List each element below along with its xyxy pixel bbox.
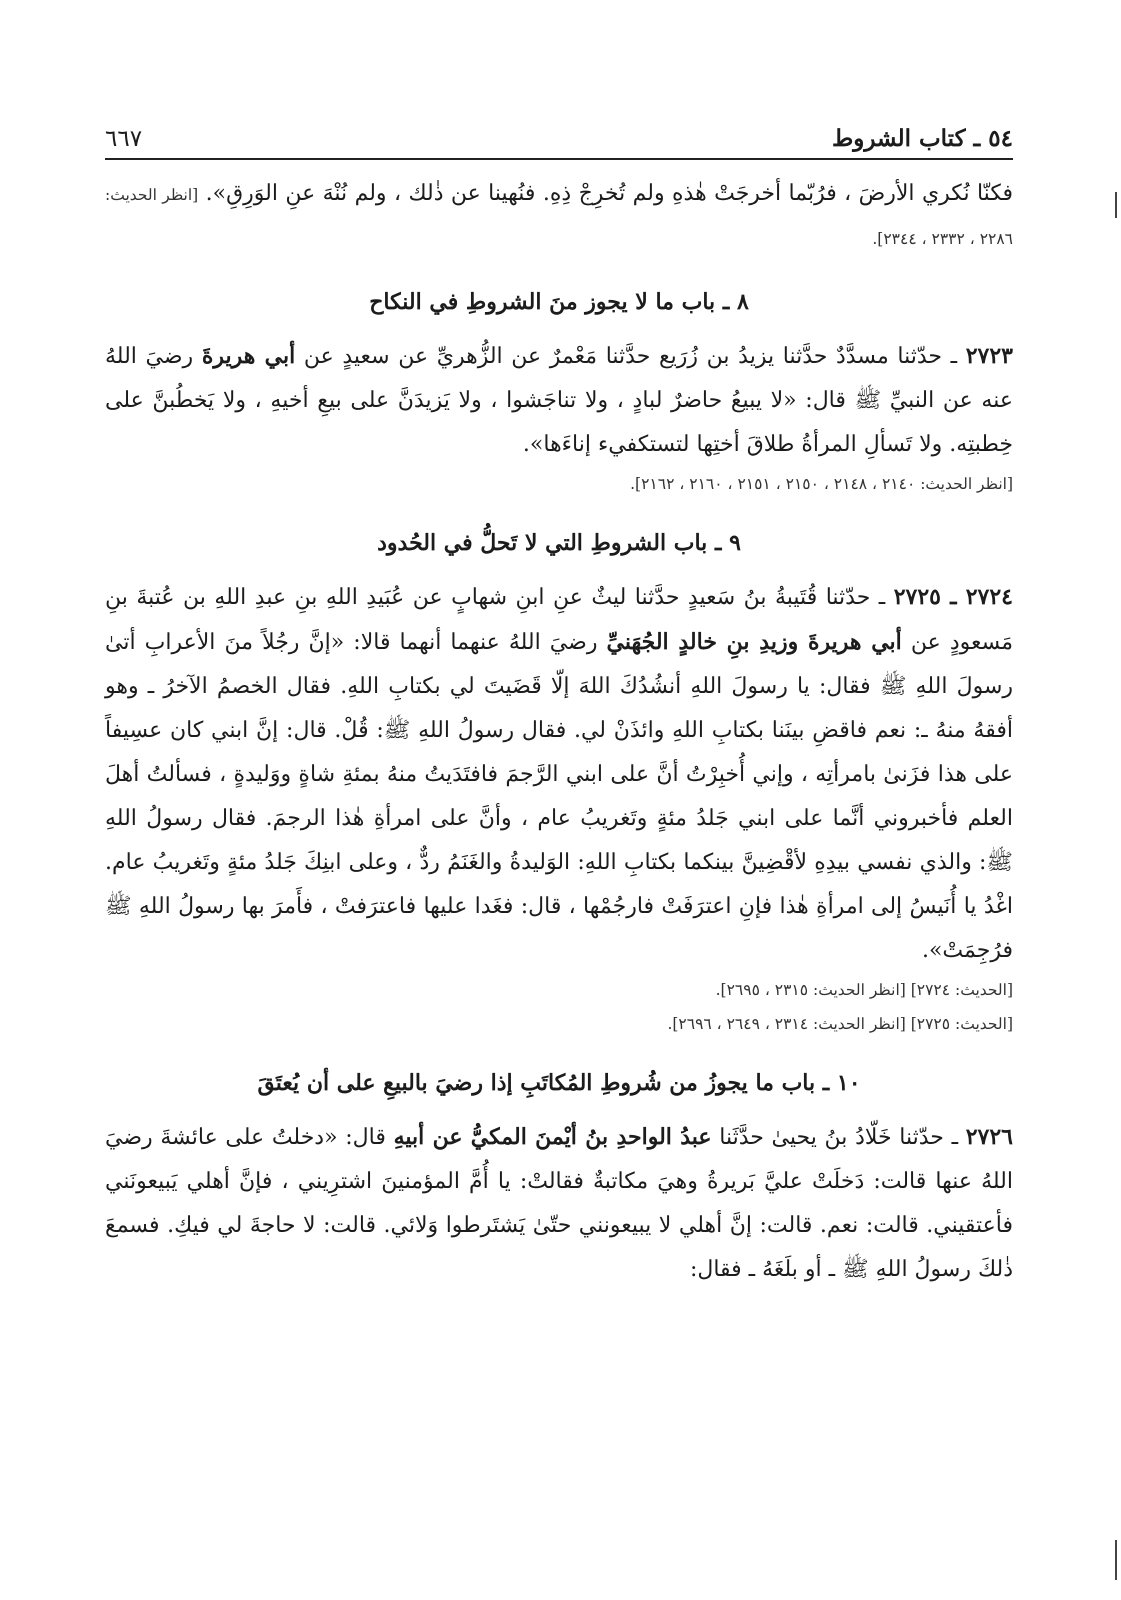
chapter-title: ٥٤ ـ كتاب الشروط <box>831 125 1013 152</box>
continued-text <box>105 172 1013 260</box>
header-rule <box>105 158 1013 160</box>
cross-reference: [الحديث: ٢٧٢٥] [انظر الحديث: ٢٣١٤ ، ٢٦٤٩ ، ٢٦٩٦]. <box>667 1015 1013 1033</box>
scan-edge-mark <box>1115 192 1117 218</box>
hadith-number: ٢٧٢٤ ـ ٢٧٢٥ <box>893 584 1013 610</box>
cross-reference: [الحديث: ٢٧٢٤] [انظر الحديث: ٢٣١٥ ، ٢٦٩٥]. <box>715 981 1013 999</box>
hadith-number: ٢٧٢٣ <box>965 343 1013 369</box>
hadith-text: رضيَ اللهُ عنهما أنهما قالا: «إنَّ رجُلاً منَ الأعرابِ أتىٰ رسولَ اللهِ ﷺ فقال: يا رسولَ اللهِ أنشُدُكَ اللهَ إلّا قَضَيتَ لي بكتابِ اللهِ. فقال الخصمُ الآخرُ ـ وهو أفقهُ منهُ ـ: نعم فاقضِ بينَنا بكتابِ اللهِ وائذَنْ لي. فقال رسولُ اللهِ ﷺ: قُلْ. قال: إنَّ ابني كان عسِيفاً على هذا فزَنىٰ بامرأتِه ، وإني أُخبِرْتُ أنَّ على ابني الرَّجمَ فافتَدَيتُ منهُ بمئةِ شاةٍ ووَليدةٍ ، فسألتُ أهلَ العلم فأخبروني أنَّما على ابني جَلدُ مئةٍ وتَغريبُ عام ، وأنَّ على امرأةِ هٰذا الرجمَ. فقال رسولُ اللهِ ﷺ: والذي نفسي بيدِهِ لأقْضِينَّ بينكما بكتابِ اللهِ: الوَليدةُ والغَنَمُ ردٌّ ، وعلى ابنِكَ جَلدُ مئةٍ وتَغريبُ عام. اغْدُ يا أُنَيسُ إلى امرأةِ هٰذا فإنِ اعترَفَتْ فارجُمْها ، قال: فغَدا عليها فاعترَفتْ ، فأَمرَ بها رسولُ اللهِ ﷺ فرُجِمَتْ». <box>105 630 1013 963</box>
cross-reference: [انظر الحديث: ٢٢٨٦ ، ٢٣٣٢ ، ٢٣٤٤]. <box>105 186 1013 248</box>
hadith-text: رضيَ اللهُ عنه عن النبيِّ ﷺ قال: «لا يبيعُ حاضرٌ لبادٍ ، ولا تناجَشوا ، ولا يَزيدَنَّ على بيعِ أخيهِ ، ولا يَخطُبنَّ على خِطبتِه. ولا تَسألِ المرأةُ طلاقَ أختِها لتستكفيء إناءَها». <box>105 344 1013 457</box>
hadith-text: ـ حدّثنا قُتَيبةُ بنُ سَعيدٍ حدَّثنا ليثٌ عنِ ابنِ شهابٍ عن عُبَيدِ اللهِ بنِ عبدِ اللهِ بن عُتبةَ بنِ مَسعودٍ عن <box>105 585 1014 655</box>
narrator-name: أبي هريرةَ وزيدِ بنِ خالدٍ الجُهَنيِّ <box>606 629 902 655</box>
hadith-2726 <box>105 1115 1013 1292</box>
cross-reference: [انظر الحديث: ٢١٤٠ ، ٢١٤٨ ، ٢١٥٠ ، ٢١٥١ ، ٢١٦٠ ، ٢١٦٢]. <box>630 475 1013 493</box>
narrator-name: عبدُ الواحدِ بنُ أيْمنَ المكيُّ عن أبيهِ <box>393 1124 712 1150</box>
section-heading-8: ٨ ـ باب ما لا يجوز منَ الشروطِ في النكاح <box>369 289 749 315</box>
hadith-text: قال: «دخلتُ على عائشةَ رضيَ اللهُ عنها قالت: دَخلَتْ عليَّ بَريرةُ وهيَ مكاتبةٌ فقالتْ: يا أُمَّ المؤمنينَ اشترِيني ، فإنَّ أهلي يَبيعونَني فأعتقيني. قالت: نعم. قالت: إنَّ أهلي لا يبيعونني حتّىٰ يَشتَرطوا وَلائي. قالت: لا حاجةَ لي فيكِ. فسمعَ ذٰلكَ رسولُ اللهِ ﷺ ـ أو بلَغَهُ ـ فقال: <box>105 1125 1013 1282</box>
hadith-text: ـ حدّثنا خَلّادُ بنُ يحيىٰ حدَّثَنا <box>711 1125 966 1150</box>
running-header <box>105 112 1013 152</box>
section-heading-9: ٩ ـ باب الشروطِ التي لا تَحلُّ في الحُدود <box>377 530 741 556</box>
continued-text-body: فكنّا نُكري الأرضَ ، فرُبّما أخرجَتْ هٰذهِ ولم تُخرِجْ ذِهِ. فنُهينا عن ذٰلك ، ولم نُنْهَ عنِ الوَرِقِ». <box>205 181 1013 206</box>
hadith-2723 <box>105 334 1013 467</box>
page-number: ٦٦٧ <box>105 126 143 152</box>
page-body <box>105 172 1013 1292</box>
narrator-name: أبي هريرةَ <box>201 343 296 369</box>
section-heading-10: ١٠ ـ باب ما يجوزُ من شُروطِ المُكاتَبِ إذا رضيَ بالبيعِ على أن يُعتَقَ <box>257 1070 861 1096</box>
hadith-2724-2725 <box>105 575 1013 973</box>
hadith-text: ـ حدّثنا مسدَّدٌ حدَّثنا يزيدُ بن زُرَيع حدَّثنا مَعْمرٌ عن الزُّهريِّ عن سعيدٍ عن <box>295 344 966 369</box>
scan-edge-mark <box>1115 1540 1117 1580</box>
hadith-number: ٢٧٢٦ <box>965 1124 1013 1150</box>
